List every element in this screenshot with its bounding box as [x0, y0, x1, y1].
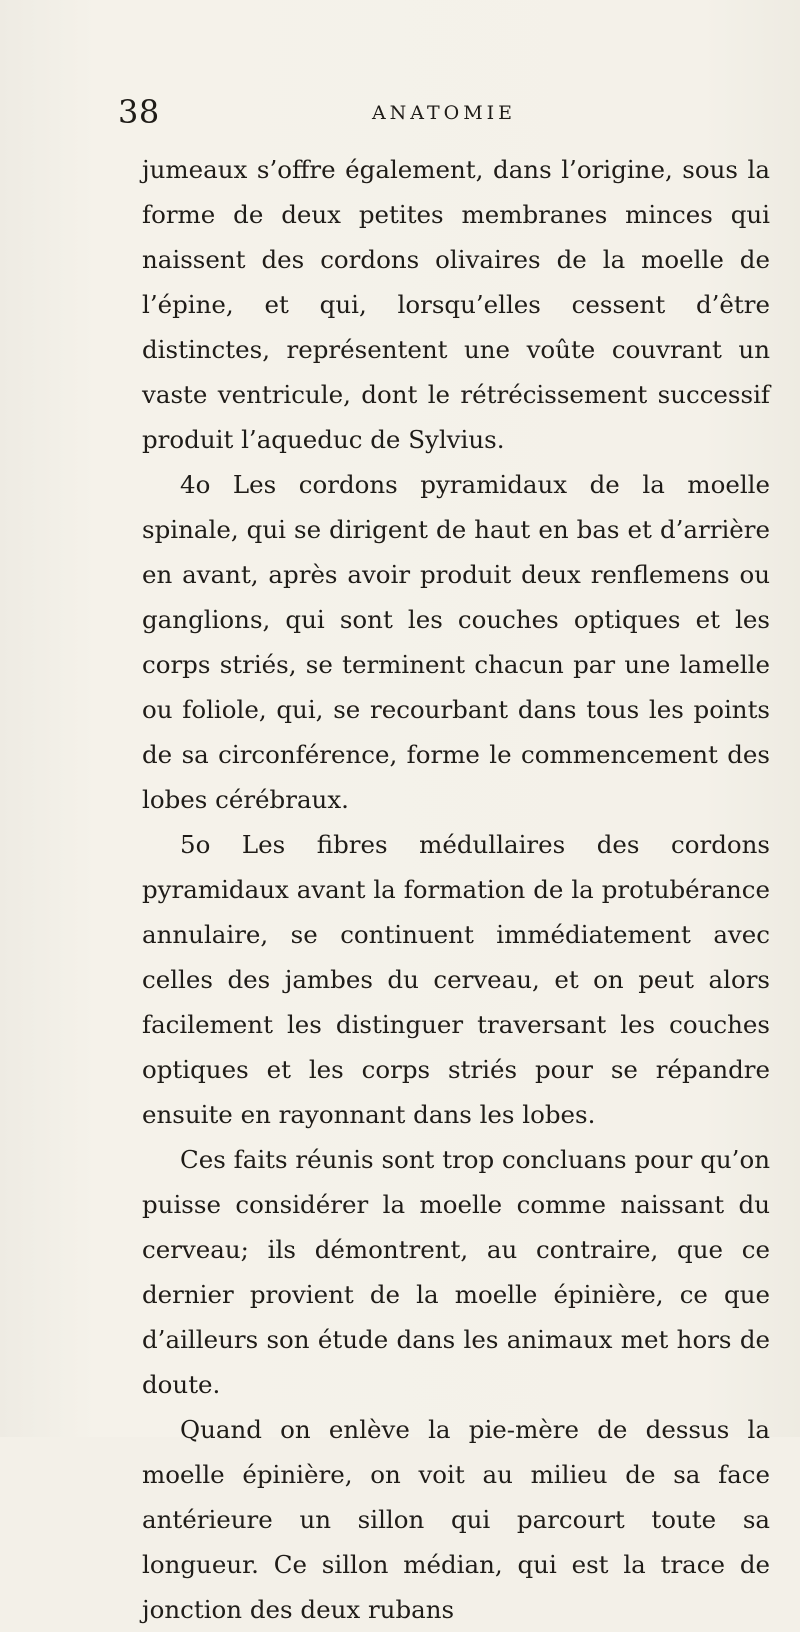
- body-text: [142, 147, 770, 1632]
- page-number: 38: [118, 93, 160, 131]
- paragraph-continuation: jumeaux s’offre également, dans l’origine, sous la forme de deux petites membranes minces qui naissent des cordons olivaires de la moelle de l’épine, et qui, lorsqu’elles cessent d’être distinctes, représentent une voûte couvrant un vaste ventricule, dont le rétrécissement successif produit l’aqueduc de Sylvius.: [142, 155, 770, 454]
- page-header: [118, 92, 770, 132]
- paragraph-4: 4o Les cordons pyramidaux de la moelle spinale, qui se dirigent de haut en bas et d’arrière en avant, après avoir produit deux renflemens ou ganglions, qui sont les couches optiques et les corps striés, se terminent chacun par une lamelle ou foliole, qui, se recourbant dans tous les points de sa circonférence, forme le commencement des lobes cérébraux.: [142, 470, 770, 814]
- paragraph-5: 5o Les fibres médullaires des cordons pyramidaux avant la formation de la protubérance annulaire, se continuent immédiatement avec celles des jambes du cerveau, et on peut alors facilement les distinguer traversant les couches optiques et les corps striés pour se répandre ensuite en rayonnant dans les lobes.: [142, 830, 770, 1129]
- running-head: ANATOMIE: [371, 102, 517, 124]
- paragraph-conclusion: Ces faits réunis sont trop concluans pour qu’on puisse considérer la moelle comme naissant du cerveau; ils démontrent, au contraire, que ce dernier provient de la moelle épinière, ce que d’ailleurs son étude dans les animaux met hors de doute.: [142, 1145, 770, 1399]
- paragraph-sillon: Quand on enlève la pie-mère de dessus la moelle épinière, on voit au milieu de sa face antérieure un sillon qui parcourt toute sa longueur. Ce sillon médian, qui est la trace de jonction des deux rubans: [142, 1415, 770, 1624]
